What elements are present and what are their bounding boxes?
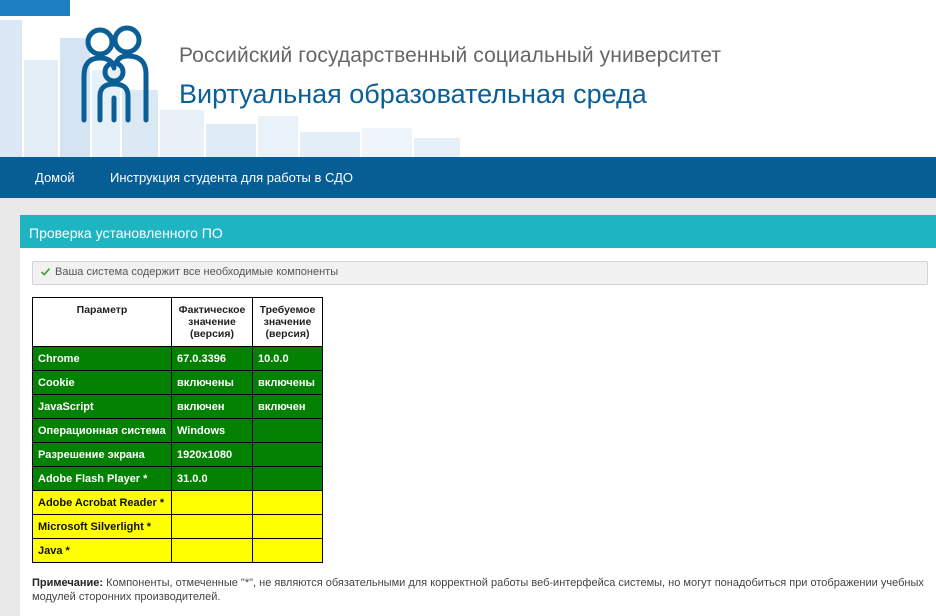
footnote-text: Компоненты, отмеченные "*", не являются обязательными для корректной работы веб-интерфейса системы, но могут понадобиться при отображении учебных модулей сторонних производителей. <box>32 577 924 603</box>
nav-item-student-guide[interactable]: Инструкция студента для работы в СДО <box>110 170 354 185</box>
cell-param: Adobe Flash Player * <box>33 467 172 491</box>
cell-actual: 1920x1080 <box>172 443 253 467</box>
cell-required <box>253 419 323 443</box>
cell-actual: Windows <box>172 419 253 443</box>
table-row <box>33 467 323 491</box>
cell-param: Adobe Acrobat Reader * <box>33 491 172 515</box>
cell-param: JavaScript <box>33 395 172 419</box>
panel-header <box>20 215 936 248</box>
table-header-row <box>33 298 323 347</box>
cell-actual: включены <box>172 371 253 395</box>
cell-required <box>253 467 323 491</box>
cell-param: Java * <box>33 539 172 563</box>
site-name[interactable]: Виртуальная образовательная среда <box>179 79 647 109</box>
cell-required <box>253 539 323 563</box>
cell-actual: 67.0.3396 <box>172 347 253 371</box>
table-row <box>33 347 323 371</box>
cell-actual: включен <box>172 395 253 419</box>
column-header-param: Параметр <box>33 298 172 347</box>
table-row <box>33 515 323 539</box>
status-message: Ваша система содержит все необходимые компоненты <box>55 266 339 278</box>
site-header <box>0 0 936 157</box>
cell-param: Операционная система <box>33 419 172 443</box>
table-row <box>33 419 323 443</box>
footnote-label: Примечание: <box>32 577 104 589</box>
cell-param: Microsoft Silverlight * <box>33 515 172 539</box>
cell-required <box>253 491 323 515</box>
table-row <box>33 539 323 563</box>
column-header-actual: Фактическое значение (версия) <box>172 298 253 347</box>
table-row <box>33 395 323 419</box>
cell-param: Разрешение экрана <box>33 443 172 467</box>
cell-param: Chrome <box>33 347 172 371</box>
cell-required: 10.0.0 <box>253 347 323 371</box>
check-icon <box>40 266 51 277</box>
table-row <box>33 443 323 467</box>
software-table-body <box>33 347 323 563</box>
software-table <box>32 297 323 563</box>
cell-param: Cookie <box>33 371 172 395</box>
footnote <box>32 576 932 604</box>
status-alert <box>32 261 928 285</box>
panel-title: Проверка установленного ПО <box>29 225 223 241</box>
cell-actual <box>172 515 253 539</box>
column-header-required: Требуемое значение (версия) <box>253 298 323 347</box>
main-nav <box>0 157 936 198</box>
software-check-panel <box>20 215 936 616</box>
cell-actual: 31.0.0 <box>172 467 253 491</box>
table-row <box>33 491 323 515</box>
cell-required <box>253 443 323 467</box>
nav-item-home[interactable]: Домой <box>35 170 75 185</box>
rgsu-logo-icon[interactable] <box>78 24 154 124</box>
cell-actual <box>172 539 253 563</box>
university-name: Российский государственный социальный университет <box>179 44 722 67</box>
cell-required <box>253 515 323 539</box>
cell-required: включены <box>253 371 323 395</box>
cell-actual <box>172 491 253 515</box>
table-row <box>33 371 323 395</box>
cell-required: включен <box>253 395 323 419</box>
